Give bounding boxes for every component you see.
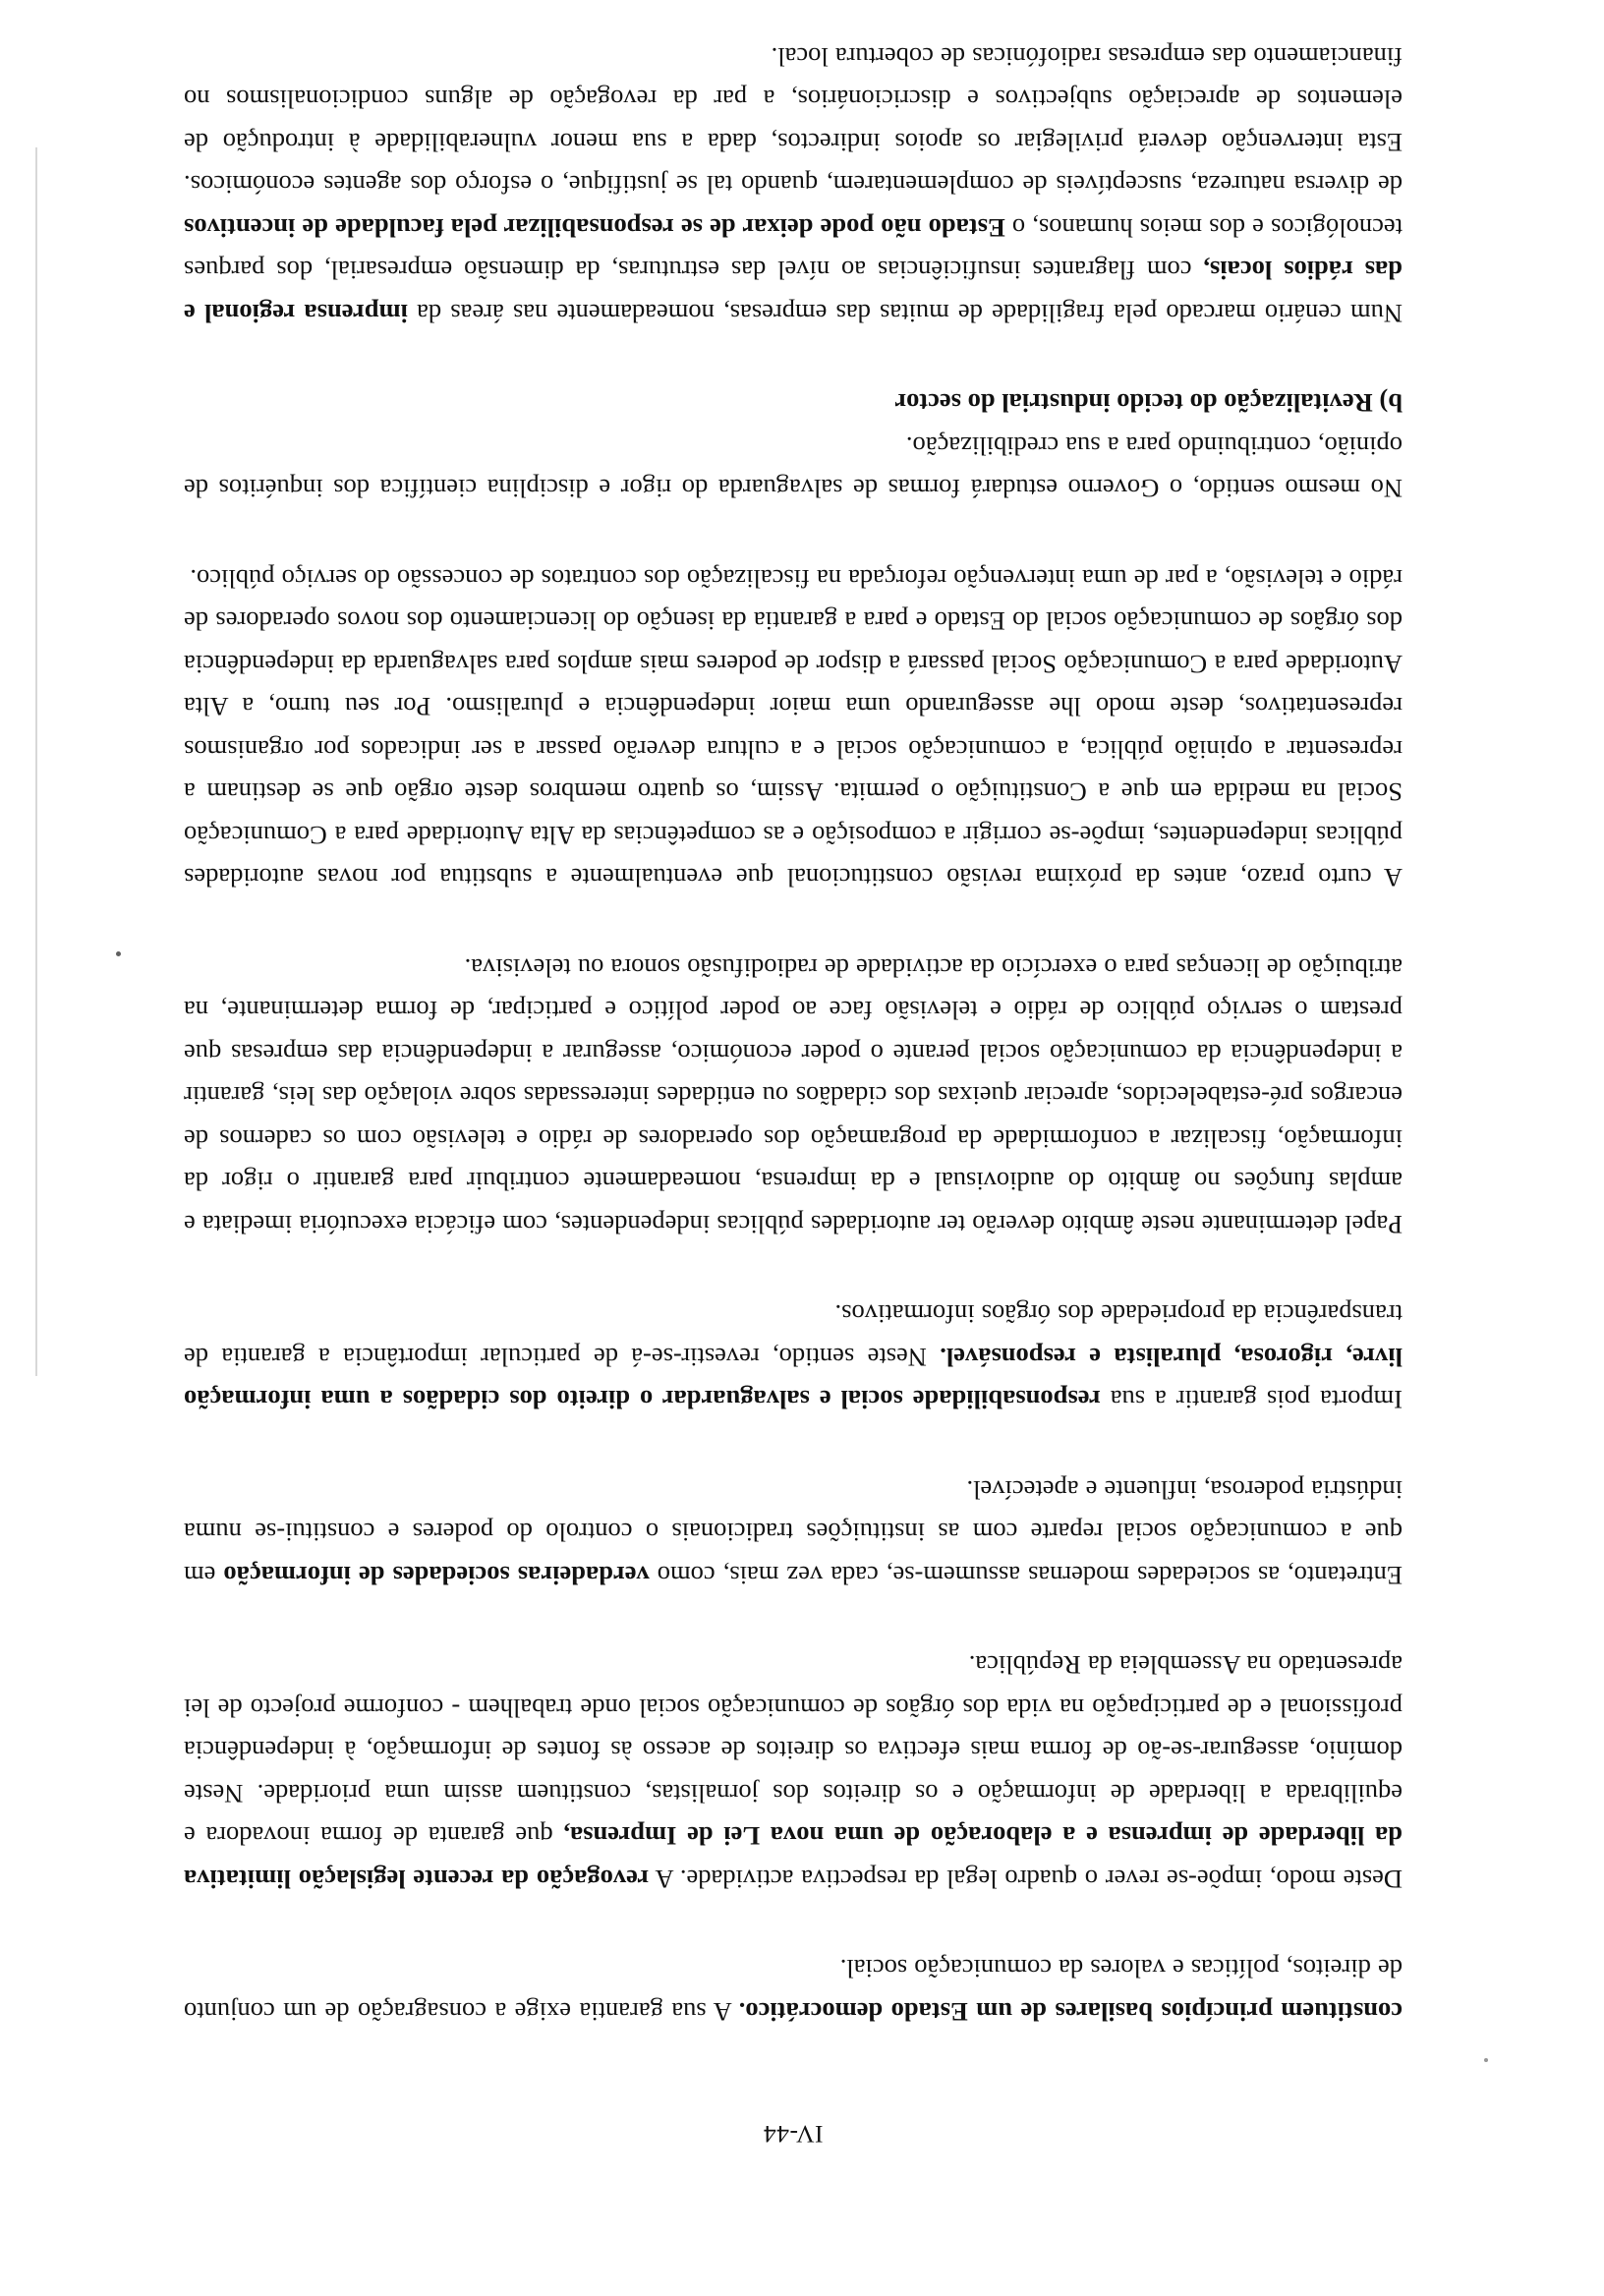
paragraph-8-part-1: Num cenário marcado pela fragilidade de muitas das empresas, nomeadamente nas áreas da (407, 299, 1403, 328)
paragraph-5: Papel determinante neste âmbito deverão ter autoridades públicas independentes, com eficácia executória imediata e amplas funções no âmbito do audiovisual e da imprensa, nomeadamente contribuir para garantir o rigor da informação, fiscalizar a conformidade da programação dos operadores de rádio e televisão com os cadernos de encargos pré-estabelecidos, apreciar queixas dos cidadãos ou entidades interessadas sobre violação das leis, garantir a independência da comunicação social perante o poder económico, assegurar a independência das empresas que prestam o serviço público de rádio e televisão face ao poder político e participar, de forma determinante, na atribuição de licenças para o exercício da actividade de radiodifusão sonora ou televisiva. (184, 953, 1403, 1239)
paragraph-8 (184, 35, 1403, 335)
paragraph-8-bold-2: Estado não pode deixar de se responsabilizar pela faculdade de incentivos (184, 213, 1005, 243)
paragraph-3-part-2: em que a comunicação social reparte com as instituições tradicionais o controlo do poderes e constitui-se numa indústria poderosa, influente e apetecível. (184, 1475, 1403, 1590)
paragraph-4 (184, 1292, 1403, 1421)
section-heading-b: b) Revitalização do tecido industrial do sector (894, 388, 1403, 419)
paragraph-1 (184, 1947, 1403, 2033)
paragraph-4-bold: responsabilidade social e salvaguardar o direito dos cidadãos a uma informação livre, rigorosa, pluralista e responsável. (184, 1343, 1403, 1415)
page-number: IV-44 (763, 2120, 824, 2149)
paragraph-4-part-2: Neste sentido, revestir-se-á de particular importância a garantia de transparência da propriedade dos órgãos informativos. (184, 1299, 1403, 1372)
paragraph-8-part-2: com flagrantes insuficiências ao nível das estruturas, da dimensão empresarial, dos parques tecnológicos e dos meios humanos, o (183, 213, 1403, 286)
paragraph-2-part-2: que garanta de forma inovadora e equilibrada a liberdade de informação e os direitos dos jornalistas, constituem assim uma prioridade. Neste domínio, assegurar-se-ão de forma mais efectiva os direitos de acesso às fontes de informação, à independência profissional e de participação na vida dos órgãos de comunicação social onde trabalhem - conforme projecto de lei apresentado na Assembleia da República. (184, 1650, 1403, 1852)
paragraph-3 (184, 1468, 1403, 1597)
paragraph-3-bold: verdadeiras sociedades de informação (223, 1561, 650, 1590)
paragraph-2-part-1: Deste modo, impõe-se rever o quadro legal da respectiva actividade. A (649, 1865, 1403, 1894)
paragraph-3-part-1: Entretanto, as sociedades modernas assumem-se, cada vez mais, como (649, 1561, 1403, 1590)
scan-speck-artifact (116, 951, 121, 956)
paragraph-2-bold: revogação da recente legislação limitativa da liberdade de imprensa e a elaboração de uma nova Lei de Imprensa, (184, 1821, 1403, 1894)
paragraph-2 (184, 1643, 1403, 1900)
body-text-block (184, 35, 1403, 2034)
paragraph-8-part-3: de diversa natureza, susceptíveis de complementarem, quando tal se justifique, o esforço dos agentes económicos. Esta intervenção deverá privilegiar os apoios indirectos, dada a sua menor vulnerabilidade à introdução de elementos de apreciação subjectivos e discricionários, a par da revogação de alguns condicionalismos no financiamento das empresas radiofónicas de cobertura local. (184, 42, 1403, 201)
paragraph-4-part-1: Importa pois garantir a sua (1100, 1385, 1403, 1415)
paragraph-1-bold-lead: constituem princípios basilares de um Estado democrático. (738, 1997, 1403, 2027)
paragraph-6: A curto prazo, antes da próxima revisão constitucional que eventualmente a substitua por novas autoridades públicas independentes, impõe-se corrigir a composição e as competências da Alta Autoridade para a Comunicação Social na medida em que a Constituição o permita. Assim, os quatro membros deste orgão que se destinam a representar a opinião pública, a comunicação social e a cultura deverão passar a ser indicados por organismos representativos, deste modo lhe assegurando uma maior independência e pluralismo. Por seu turno, a Alta Autoridade para a Comunicação Social passará a dispor de poderes mais amplos para salvaguarda da independência dos órgãos de comunicação social do Estado e para a garantia da isenção do licenciamento dos novos operadores de rádio e televisão, a par de uma intervenção reforçada na fiscalização dos contratos de concessão do serviço público. (184, 564, 1403, 893)
paragraph-7: No mesmo sentido, o Governo estudará formas de salvaguarda do rigor e disciplina científica dos inquéritos de opinião, contribuindo para a sua credibilização. (184, 431, 1403, 504)
paragraph-8-bold-1: imprensa regional e das rádios locais, (184, 256, 1403, 328)
scan-speck-artifact (1484, 2058, 1488, 2062)
paragraph-1-tail: A sua garantia exige a consagração de um conjunto de direitos, políticas e valores da comunicação social. (184, 1954, 1403, 2027)
